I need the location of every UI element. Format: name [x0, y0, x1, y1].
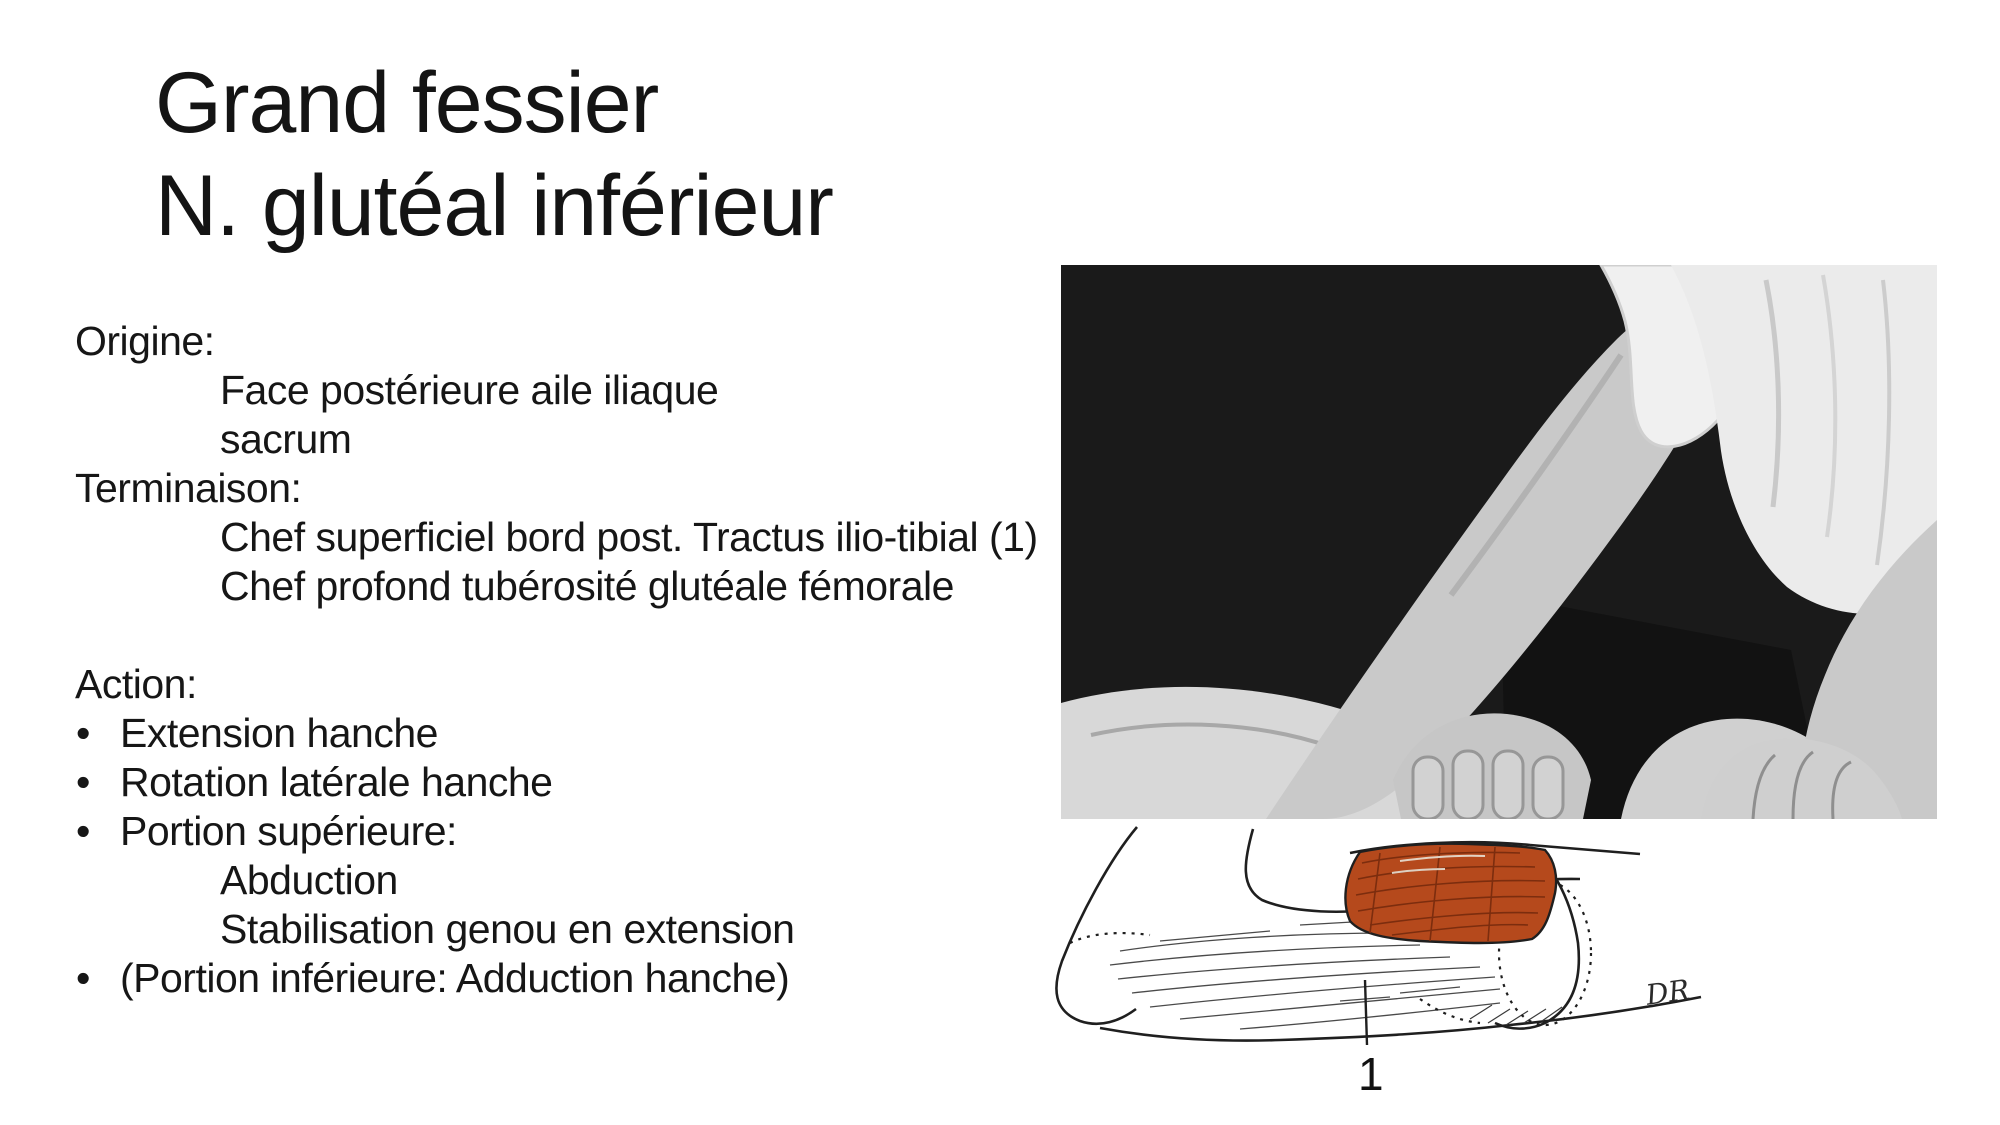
action-bullet-3: • Portion supérieure: [76, 808, 457, 854]
clinical-photo [1061, 265, 1937, 819]
action-bullet-4: • (Portion inférieure: Adduction hanche) [76, 955, 790, 1001]
terminaison-item-2: Chef profond tubérosité glutéale fémorale [220, 563, 954, 609]
anatomy-illustration [1040, 823, 1720, 1125]
bullet-icon: • [76, 710, 90, 756]
action-bullet-1: • Extension hanche [76, 710, 438, 756]
title-line-1: Grand fessier [155, 55, 659, 151]
action-sub-item-2: Stabilisation genou en extension [220, 906, 795, 952]
bullet-icon: • [76, 759, 90, 805]
action-label: Action: [75, 661, 197, 707]
terminaison-item-1: Chef superficiel bord post. Tractus ilio-tibial (1) [220, 514, 1038, 560]
bullet-icon: • [76, 808, 90, 854]
origine-label: Origine: [75, 318, 215, 364]
page-title [155, 52, 833, 258]
action-bullet-2: • Rotation latérale hanche [76, 759, 553, 805]
origine-item-1: Face postérieure aile iliaque [220, 367, 719, 413]
origine-item-2: sacrum [220, 416, 352, 462]
terminaison-label: Terminaison: [75, 465, 302, 511]
body-text-block [75, 317, 1085, 1003]
action-sub-item-1: Abduction [220, 857, 398, 903]
figure-label-1: 1 [1358, 1048, 1384, 1100]
title-line-2: N. glutéal inférieur [155, 158, 833, 254]
bullet-icon: • [76, 955, 90, 1001]
blank-line [75, 611, 1085, 660]
artist-signature: DR [1643, 973, 1692, 1012]
